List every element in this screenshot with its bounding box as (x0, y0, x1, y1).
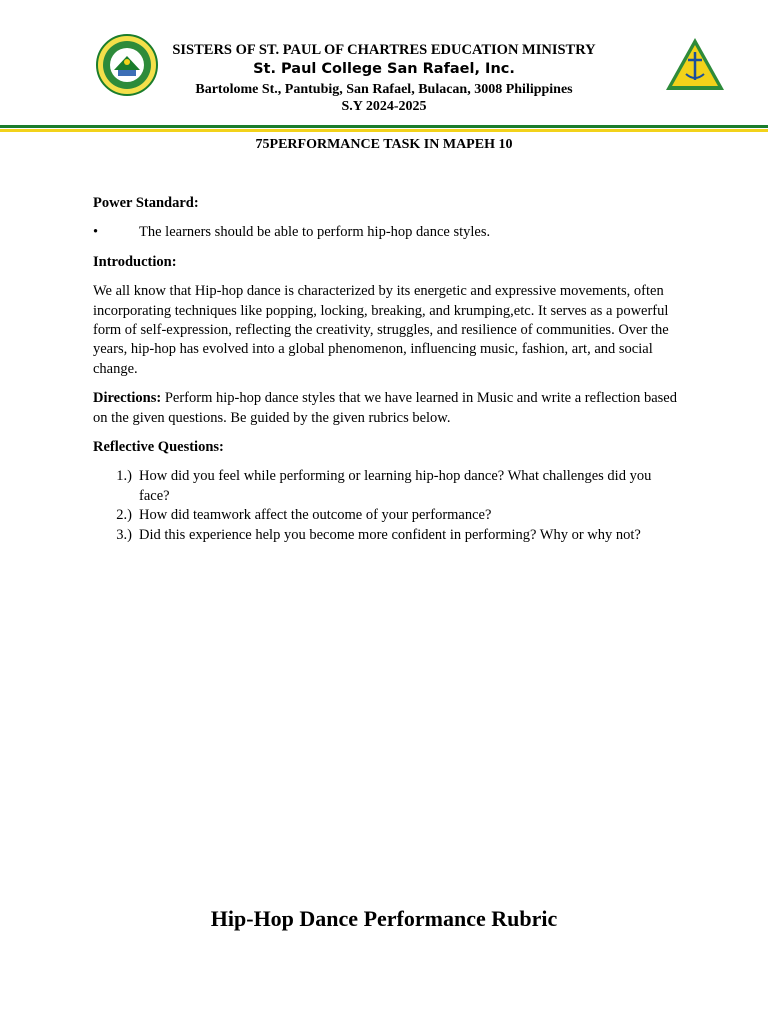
document-title: 75PERFORMANCE TASK IN MAPEH 10 (255, 137, 513, 152)
list-item (93, 526, 678, 545)
power-standard-item (93, 223, 678, 242)
letterhead (0, 0, 768, 135)
header-rule-yellow (0, 129, 768, 132)
directions-text: Perform hip-hop dance styles that we have learned in Music and write a reflection based on the given questions. Be guided by the given rubrics below. (93, 390, 677, 426)
question-number: 3.) (116, 526, 132, 543)
directions-paragraph (93, 389, 678, 428)
introduction-heading: Introduction: (93, 253, 177, 270)
list-item (93, 467, 678, 506)
rubric-title: Hip-Hop Dance Performance Rubric (210, 906, 558, 931)
power-standard-text: The learners should be able to perform hip-hop dance styles. (139, 224, 491, 241)
document-body (93, 194, 678, 545)
question-text: How did you feel while performing or learning hip-hop dance? What challenges did you face? (139, 468, 652, 504)
header-rule-green (0, 125, 768, 128)
congregation-emblem-logo (664, 36, 726, 92)
bullet-icon: • (93, 224, 99, 241)
question-number: 2.) (116, 507, 132, 524)
question-text: Did this experience help you become more confident in performing? Why or why not? (139, 526, 641, 543)
list-item (93, 506, 678, 525)
school-year: S.Y 2024-2025 (341, 99, 427, 114)
introduction-paragraph: We all know that Hip-hop dance is characterized by its energetic and expressive movements, often incorporating techniques like popping, locking, breaking, and krumping,etc. It serves as a powerful form of self-expression, reflecting the creativity, struggles, and resilience of communities. Over the years, hip-hop has evolved into a global phenomenon, influencing music, fashion, art, and social change. (93, 283, 669, 377)
school-name: St. Paul College San Rafael, Inc. (253, 61, 515, 77)
directions-label: Directions: (93, 390, 162, 407)
power-standard-heading: Power Standard: (93, 195, 199, 211)
question-text: How did teamwork affect the outcome of your performance? (139, 507, 492, 524)
reflective-questions-heading: Reflective Questions: (93, 439, 224, 456)
school-address: Bartolome St., Pantubig, San Rafael, Bulacan, 3008 Philippines (195, 82, 573, 97)
ministry-name: SISTERS OF ST. PAUL OF CHARTRES EDUCATION MINISTRY (172, 42, 596, 58)
question-number: 1.) (116, 468, 132, 485)
reflective-questions-list (93, 467, 678, 545)
